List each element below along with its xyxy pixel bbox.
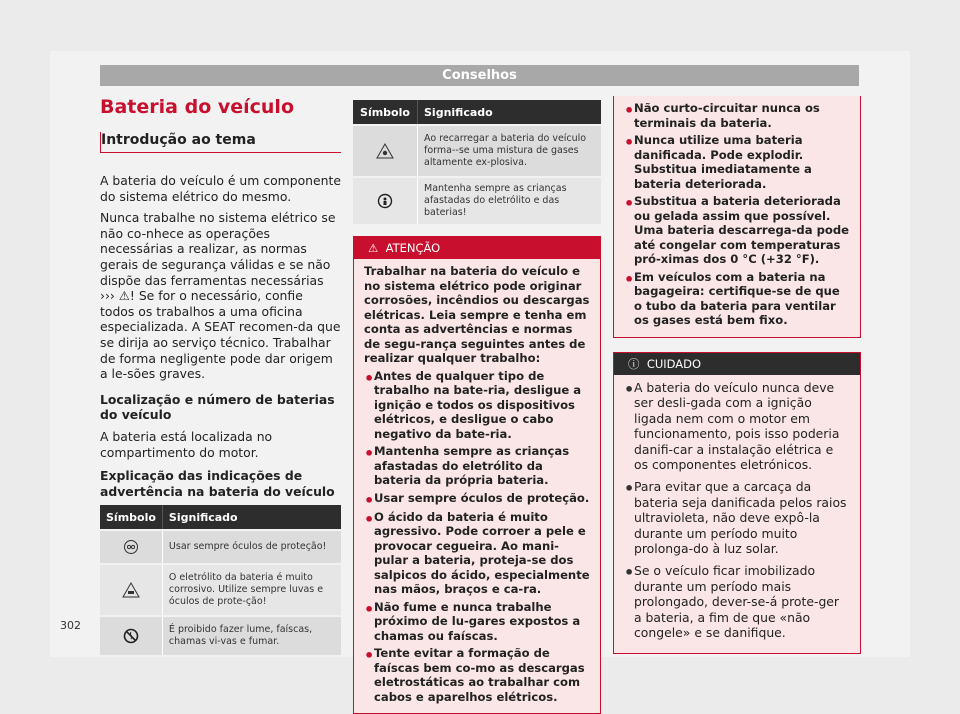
bullet-icon: • xyxy=(624,479,635,499)
warning-item: Não curto-circuitar nunca os terminais da bateria. xyxy=(634,101,820,130)
warning-item: Usar sempre óculos de proteção. xyxy=(374,490,590,505)
intro-paragraph-1: A bateria do veículo é um componente do sistema elétrico do mesmo. xyxy=(100,173,341,204)
section-header: Conselhos xyxy=(100,65,859,86)
table-cell: É proibido fazer lume, faíscas, chamas vi-vas e fumar. xyxy=(162,616,341,655)
bullet-icon: • xyxy=(624,379,635,399)
caution-item: A bateria do veículo nunca deve ser desli-gada com a ignição ligada nem com o motor em funcionamento, pois isso poderia danifi-car a instalação elétrica e os componentes eletrónicos. xyxy=(634,379,840,473)
page-number: 302 xyxy=(60,619,81,632)
caution-item: Para evitar que a carcaça da bateria seja danificada pelos raios ultravioleta, não deve expô-la durante um período muito prolonga-do à luz solar. xyxy=(634,479,847,557)
table-header-meaning: Significado xyxy=(162,505,341,530)
warning-box xyxy=(353,236,601,714)
table-header-meaning: Significado xyxy=(418,100,602,125)
column-2 xyxy=(353,100,601,714)
warning-item: O ácido da bateria é muito agressivo. Pode corroer a pele e provocar cegueira. Ao mani-pular a bateria, proteja-se dos salpicos do ácido, especialmente nas mãos, braços e ca-ra. xyxy=(374,509,590,596)
bullet-icon: • xyxy=(364,646,375,665)
warning-item: Mantenha sempre as crianças afastadas do eletrólito da bateria da própria bateria. xyxy=(374,444,570,487)
table-row xyxy=(353,125,601,177)
keep-children-away-icon xyxy=(377,196,393,207)
bullet-icon: • xyxy=(364,509,375,529)
goggles-icon xyxy=(123,542,139,553)
warning-box-continued xyxy=(613,96,861,338)
warning-header xyxy=(354,237,600,259)
table-cell: Ao recarregar a bateria do veículo forma--se uma mistura de gases altamente ex-plosiva. xyxy=(418,125,602,177)
caution-label: CUIDADO xyxy=(646,356,702,371)
bullet-icon: • xyxy=(624,133,635,152)
symbol-table-1 xyxy=(100,505,341,655)
bullet-icon: • xyxy=(364,368,375,388)
table-row xyxy=(353,177,601,224)
warning-item: Antes de qualquer tipo de trabalho na bate-ria, desligue a ignição e todos os dispositivos elétricos, e desligue o cabo negativo da bate-ria. xyxy=(374,368,582,441)
warning-intro: Trabalhar na bateria do veículo e no sistema elétrico pode originar corrosões, incêndios ou descargas elétricas. Leia sempre e tenha em conta as advertências e normas de segu-rança seguintes antes de realizar qualquer trabalho: xyxy=(364,264,590,365)
warning-label: ATENÇÃO xyxy=(385,241,441,255)
intro-paragraph-2: Nunca trabalhe no sistema elétrico se não co-nhece as operações necessárias a realizar, as normas gerais de segurança válidas e se não dispõe das ferramentas necessárias ››› ⚠! Se for o necessário, confie todos os trabalhos a uma oficina especializada. A SEAT recomen-da que se dirija ao serviço técnico. Trabalhar de forma negligente pode dar origem a le-sões graves. xyxy=(100,210,341,382)
subtitle: Introdução ao tema xyxy=(100,132,341,153)
warning-item: Tente evitar a formação de faíscas bem co-mo as descargas eletrostáticas ao trabalhar com cabos e aparelhos elétricos. xyxy=(374,646,585,704)
table-header-symbol: Símbolo xyxy=(100,505,162,530)
caution-header xyxy=(614,353,860,375)
caution-item: Se o veículo ficar imobilizado durante um período mais prolongado, dever-se-á prote-ger a bateria, a fim de que «não congele» e se danifique. xyxy=(634,563,840,641)
warning-item: Nunca utilize uma bateria danificada. Pode explodir. Substitua imediatamente a bateria deteriorada. xyxy=(634,133,812,191)
bullet-icon: • xyxy=(624,563,635,583)
bullet-icon: • xyxy=(364,444,375,463)
bullet-icon: • xyxy=(364,490,375,510)
no-fire-icon xyxy=(123,631,139,642)
table-cell: Usar sempre óculos de proteção! xyxy=(162,530,341,564)
table-header-symbol: Símbolo xyxy=(353,100,418,125)
table-cell: O eletrólito da bateria é muito corrosivo. Utilize sempre luvas e óculos de prote-ção! xyxy=(162,564,341,616)
bullet-icon: • xyxy=(364,599,375,619)
table-row xyxy=(100,616,341,655)
explanation-heading: Explicação das indicações de advertência na bateria do veículo xyxy=(100,468,335,499)
bullet-icon: • xyxy=(624,194,635,213)
warning-triangle-icon: ⚠ xyxy=(368,241,379,255)
warning-item: Não fume e nunca trabalhe próximo de lu-gares expostos a chamas ou faíscas. xyxy=(374,599,581,643)
column-3 xyxy=(613,96,861,654)
warning-item: Em veículos com a bateria na bagageira: certifique-se de que o tubo da bateria para ventilar os gases está bem fixo. xyxy=(634,269,840,327)
warning-item: Substitua a bateria deteriorada ou gelada assim que possível. Uma bateria descarrega-da pode até congelar com temperaturas pró-ximas dos 0 °C (+32 °F). xyxy=(634,194,850,266)
table-cell: Mantenha sempre as crianças afastadas do eletrólito e das baterias! xyxy=(418,177,602,224)
page-title: Bateria do veículo xyxy=(100,96,294,118)
bullet-icon: • xyxy=(624,269,635,289)
caution-box xyxy=(613,352,861,655)
bullet-icon: • xyxy=(624,101,635,120)
corrosive-icon xyxy=(122,585,140,596)
explosive-icon xyxy=(376,146,394,157)
symbol-table-2 xyxy=(353,100,601,224)
location-heading: Localização e número de baterias do veículo xyxy=(100,391,335,423)
table-row xyxy=(100,564,341,616)
column-1 xyxy=(100,96,341,655)
location-text: A bateria está localizada no compartimento do motor. xyxy=(100,428,273,460)
info-circle-icon: ⓘ xyxy=(628,356,640,371)
table-row xyxy=(100,530,341,564)
